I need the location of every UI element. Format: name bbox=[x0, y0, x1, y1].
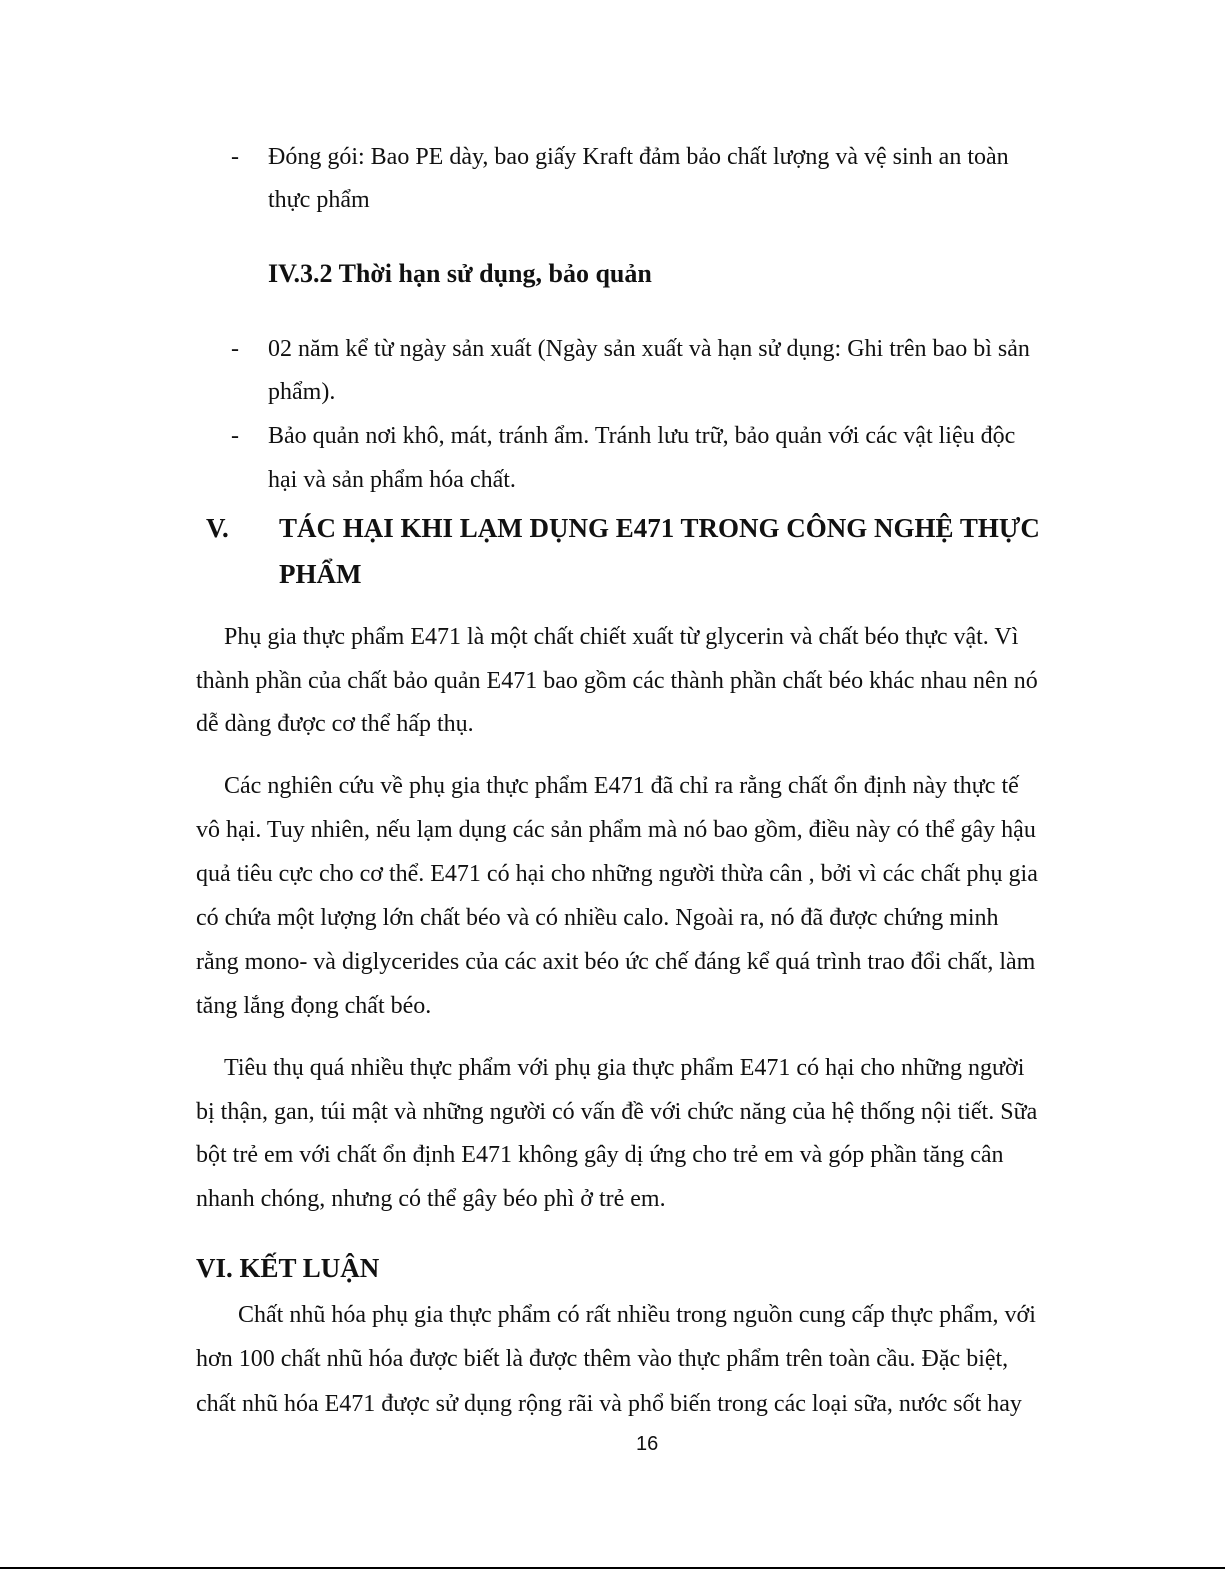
conclusion-line: Chất nhũ hóa phụ gia thực phẩm có rất nhiều trong nguồn cung cấp thực phẩm, với bbox=[238, 1302, 1036, 1328]
paragraph-line: Tiêu thụ quá nhiều thực phẩm với phụ gia thực phẩm E471 có hại cho những người bbox=[224, 1055, 1025, 1081]
section-heading-line: PHẨM bbox=[279, 559, 362, 589]
packaging-text-line: thực phẩm bbox=[268, 187, 370, 213]
paragraph-line: dễ dàng được cơ thể hấp thụ. bbox=[196, 711, 474, 737]
paragraph-line: quả tiêu cực cho cơ thể. E471 có hại cho những người thừa cân , bởi vì các chất phụ gia bbox=[196, 861, 1038, 887]
paragraph-line: nhanh chóng, nhưng có thể gây béo phì ở trẻ em. bbox=[196, 1186, 666, 1212]
paragraph-line: bột trẻ em với chất ổn định E471 không gây dị ứng cho trẻ em và góp phần tăng cân bbox=[196, 1142, 1004, 1168]
paragraph-line: thành phần của chất bảo quản E471 bao gồm các thành phần chất béo khác nhau nên nó bbox=[196, 668, 1038, 694]
paragraph-line: tăng lắng đọng chất béo. bbox=[196, 993, 432, 1019]
section-heading-line: TÁC HẠI KHI LẠM DỤNG E471 TRONG CÔNG NGHỆ THỰC bbox=[279, 513, 1040, 543]
conclusion-line: hơn 100 chất nhũ hóa được biết là được thêm vào thực phẩm trên toàn cầu. Đặc biệt, bbox=[196, 1346, 1009, 1372]
storage-text-line: phẩm). bbox=[268, 379, 336, 405]
bottom-border-line bbox=[0, 1567, 1225, 1569]
page-number: 16 bbox=[636, 1433, 659, 1455]
paragraph-line: rằng mono- và diglycerides của các axit béo ức chế đáng kể quá trình trao đổi chất, làm bbox=[196, 949, 1036, 975]
storage-text-line: 02 năm kể từ ngày sản xuất (Ngày sản xuất và hạn sử dụng: Ghi trên bao bì sản bbox=[268, 336, 1030, 362]
bullet-dash: - bbox=[231, 336, 239, 362]
storage-text-line: Bảo quản nơi khô, mát, tránh ẩm. Tránh lưu trữ, bảo quản với các vật liệu độc bbox=[268, 423, 1016, 449]
paragraph-line: Phụ gia thực phẩm E471 là một chất chiết xuất từ glycerin và chất béo thực vật. Vì bbox=[224, 624, 1019, 650]
paragraph-line: có chứa một lượng lớn chất béo và có nhiều calo. Ngoài ra, nó đã được chứng minh bbox=[196, 905, 999, 931]
bullet-dash: - bbox=[231, 423, 239, 449]
section-heading: VI. KẾT LUẬN bbox=[196, 1253, 380, 1283]
section-number: V. bbox=[206, 513, 229, 543]
paragraph-line: vô hại. Tuy nhiên, nếu lạm dụng các sản phẩm mà nó bao gồm, điều này có thể gây hậu bbox=[196, 817, 1036, 843]
subsection-heading: IV.3.2 Thời hạn sử dụng, bảo quản bbox=[268, 259, 652, 288]
paragraph-line: Các nghiên cứu về phụ gia thực phẩm E471 đã chỉ ra rằng chất ổn định này thực tế bbox=[224, 773, 1019, 799]
packaging-text-line: Đóng gói: Bao PE dày, bao giấy Kraft đảm bảo chất lượng và vệ sinh an toàn bbox=[268, 144, 1009, 170]
conclusion-line: chất nhũ hóa E471 được sử dụng rộng rãi và phổ biến trong các loại sữa, nước sốt hay bbox=[196, 1391, 1022, 1417]
bullet-dash: - bbox=[231, 144, 239, 170]
storage-text-line: hại và sản phẩm hóa chất. bbox=[268, 467, 516, 493]
paragraph-line: bị thận, gan, túi mật và những người có vấn đề với chức năng của hệ thống nội tiết. Sữa bbox=[196, 1099, 1038, 1125]
